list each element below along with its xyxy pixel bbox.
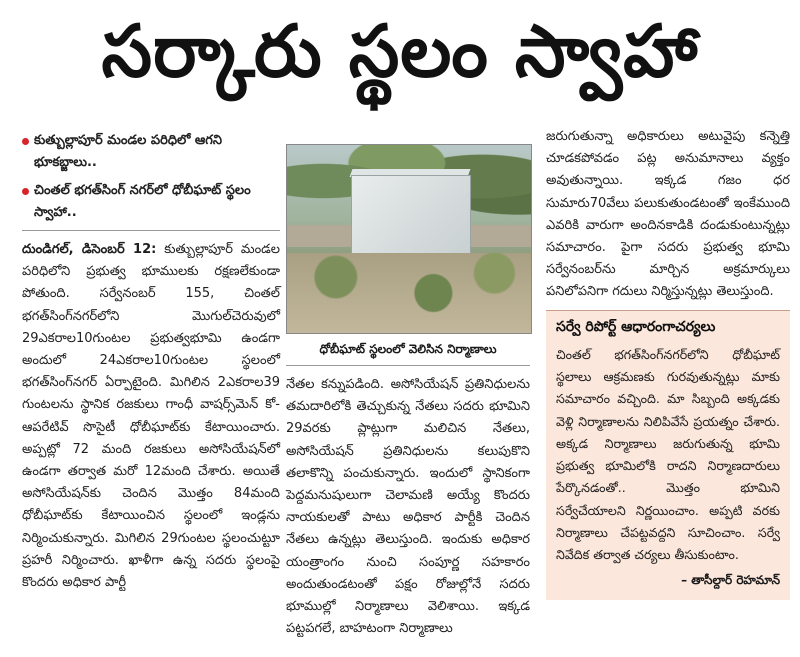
sidebar-box: [546, 310, 790, 600]
divider: [22, 230, 280, 231]
column-2: [286, 130, 530, 640]
headline: సర్కారు స్థలం స్వాహా: [101, 9, 699, 93]
article-col1-text: కుత్బుల్లాపూర్ మండల పరిధిలోని ప్రభుత్వ భూములకు రక్షణలేకుండా పోతుంది. సర్వేనంబర్ 155, చింతల్ భగత్‌సింగ్‌నగర్‌లోని మొగుల్‌చెరువులో 29ఎకరాల10గుంటల ప్రభుత్వభూమి ఉండగా అందులో 24ఎకరాల10గుంటల స్థలంలో భగత్‌సింగ్‌నగర్ ఏర్పాటైంది. మిగిలిన 2ఎకరాల39 గుంటలను స్థానిక రజకులు గాంధీ వాషర్స్‌మెన్ కో-ఆపరేటివ్ సొసైటీ ధోబీఘాట్‌కు కేటాయించారు. అప్పట్లో 72 మంది రజకులు అసోసియేషన్‌లో ఉండగా తర్వాత మరో 12మంది చేశారు. అయితే అసోసియేషన్‌కు చెందిన మొత్తం 84మంది ధోబీఘాట్‌కు కేటాయించిన స్థలంలో ఇండ్లను నిర్మించుకున్నారు. మిగిలిన 29గుంటల స్థలంచుట్టూ ప్రహరీ నిర్మించారు. ఖాళీగా ఉన్న సదరు స్థలంపై కొందరు అధికార పార్టీ: [22, 242, 280, 591]
dateline: దుండిగల్, డిసెంబర్ 12:: [22, 242, 157, 257]
kicker-2-text: చింతల్ భగత్‌సింగ్ నగర్‌లో ధోబీఘాట్ స్థలం స్వాహా..: [34, 183, 251, 220]
sidebar-byline: – తాసీల్దార్ రెహమాన్: [681, 572, 780, 587]
photo-structure: [351, 175, 471, 255]
bullet-icon: [22, 188, 29, 195]
article-column-1: [22, 239, 280, 594]
kicker-1-text: కుత్బుల్లాపూర్ మండల పరిధిలో ఆగని భూకబ్జాలు..: [34, 133, 222, 170]
sidebar-title: సర్వే రిపోర్ట్ ఆధారంగాచర్యలు: [556, 318, 716, 335]
kicker-1: [22, 130, 280, 174]
sidebar-body: చింతల్ భగత్‌సింగ్‌నగర్‌లోని ధోబీఘాట్ స్థలాలు ఆక్రమణకు గురవుతున్నట్లు మాకు సమాచారం వచ్చింది. మా సిబ్బంది అక్కడకు వెళ్లి నిర్మాణాలను నిలిపివేసే ప్రయత్నం చేశారు. అక్కడ నిర్మాణాలు జరుగుతున్న భూమి ప్రభుత్వ భూమిలోకి రాదని నిర్మాణదారులు పేర్కొనడంతో.. మొత్తం భూమిని సర్వేచేయాలని నిర్ణయించాం. అప్పటి వరకు నిర్మాణాలు చేపట్టవద్దని సూచించాం. సర్వే నివేదిక తర్వాత చర్యలు తీసుకుంటాం.: [556, 346, 780, 563]
column-1: [22, 130, 280, 594]
news-photo: [286, 144, 532, 334]
kicker-2: [22, 180, 280, 224]
bullet-icon: [22, 138, 29, 145]
column-3: [546, 126, 790, 600]
photo-caption: ధోబీఘాట్ స్థలంలో వెలిసిన నిర్మాణాలు: [286, 342, 530, 366]
article-column-2: నేతల కన్నుపడింది. అసోసియేషన్ ప్రతినిధులను తమదారిలోకి తెచ్చుకున్న నేతలు సదరు భూమిని 29వరకు ప్లాట్లుగా మలిచిన నేతలు, అసోసియేషన్ ప్రతినిధులను కలుపుకొని తలాకొన్ని పంచుకున్నారు. ఇందులో స్థానికంగా పెద్దమనుషులుగా చెలామణి అయ్యే కొందరు నాయకులతో పాటు అధికార పార్టీకి చెందిన నేతలు ఉన్నట్లు తెలుస్తుంది. ఇందుకు అధికార యంత్రాంగం నుంచి సంపూర్ణ సహకారం అందుతుండటంతో పక్షం రోజుల్లోనే సదరు భూముల్లో నిర్మాణాలు వెలిశాయి. ఇక్కడ పట్టపగలే, బాహటంగా నిర్మాణాలు: [286, 377, 530, 637]
photo-ground: [287, 253, 531, 333]
article-column-3: జరుగుతున్నా అధికారులు అటువైపు కన్నెత్తి చూడకపోవడం పట్ల అనుమానాలు వ్యక్తం అవుతున్నాయి. ఇక్కడ గజం ధర సుమారు70వేలు పలుకుతుండటంతో ఇంకేముంది ఎవరికి వారుగా అందినకాడికి దండుకుంటున్నట్లు సమాచారం. పైగా సదరు ప్రభుత్వ భూమి సర్వేనంబర్‌ను మార్చిన అక్రమార్కులు పనిలోపనిగా గదులు నిర్మిస్తున్నట్లు తెలుస్తుంది.: [546, 129, 790, 300]
